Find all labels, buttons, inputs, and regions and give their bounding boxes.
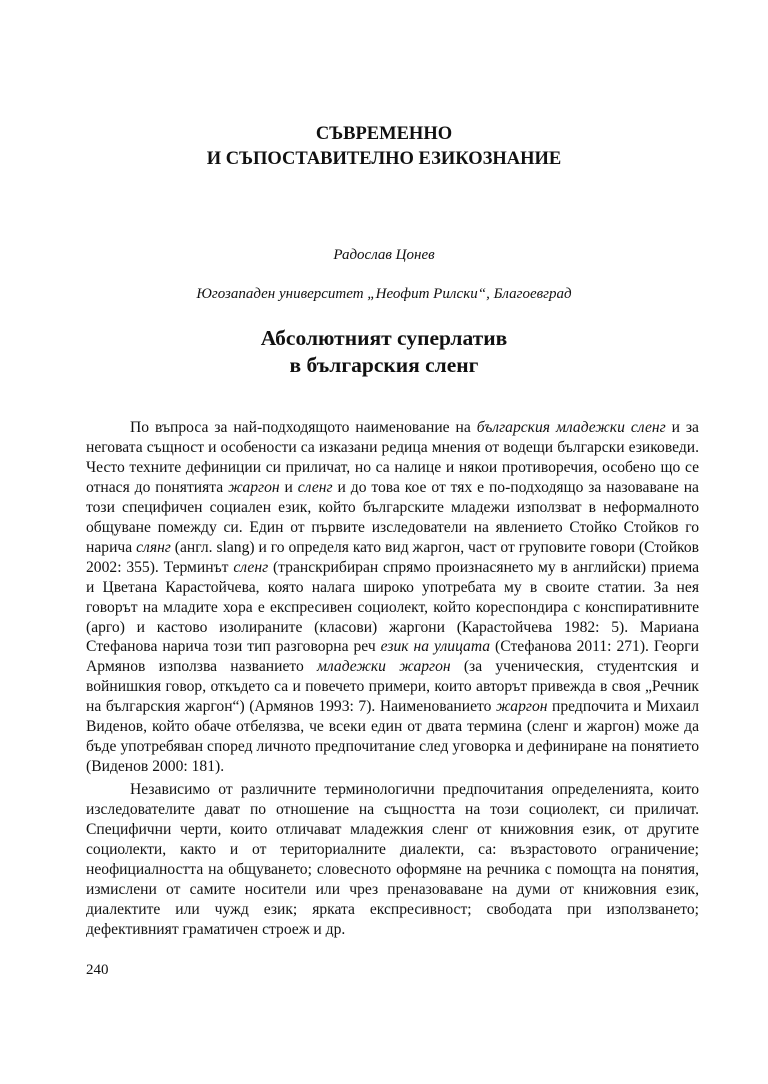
body-paragraph: [86, 418, 699, 777]
italic-term: българския младежки сленг: [476, 419, 666, 436]
paragraph-text: (Стефанова 2011: 271). Георги Армянов използва названието: [86, 638, 699, 676]
section-title-line-1: СЪВРЕМЕННО: [315, 124, 453, 144]
italic-term: език на улицата: [380, 638, 491, 656]
paragraph-text: (транскрибиран спрямо произнасянето му в английски) приема и Цветана Карастойчева, която налага широко употребата му в своите статии. За нея говорът на младите хора е експресивен социолект, който кореспондира с конспиративните (арго) и кастово изолираните (класови) жаргони (Карастойчева 1982: 5). Мариана Стефанова нарича този тип разговорна реч: [86, 558, 700, 656]
paragraph-text: (англ. slang) и го определя като вид жаргон, част от груповите говори (Стойков 2002: 355). Терминът: [86, 538, 699, 576]
article-title-line-1: Абсолютният суперлатив: [260, 326, 508, 350]
section-title: [0, 122, 768, 172]
paragraph-text: Независимо от различните терминологични предпочитания определенията, които изследователите дават по отношение на същността на този социолект, си приличат. Специфични черти, които отличават младежкия сленг от книжовния език, от другите социолекти, както и от териториалните диалекти, са: възрастовото ограничение; неофициалността на общуването; словесното оформяне на речника с помощта на понятия, измислени от самите носители или чрез преназоваване на думи от книжовния език, диалектите или чужд език; ярката експресивност; свободата при използването; дефективният граматичен строеж и др.: [86, 781, 699, 938]
page-number: 240: [86, 962, 109, 978]
section-title-line-2: И СЪПОСТАВИТЕЛНО ЕЗИКОЗНАНИЕ: [206, 149, 562, 169]
article-body: [86, 418, 699, 940]
paragraph-text: и за неговата същност и особености са изказани редица мнения от водещи български езиковеди. Често техните дефиниции си приличат, но са налице и някои противоречия, особено що се отнася до понятията: [86, 419, 699, 496]
italic-term: жаргон: [228, 478, 280, 496]
paragraph-text: По въпроса за най-подходящото наименование на: [130, 419, 477, 436]
italic-term: слянг: [136, 538, 171, 556]
article-title: [0, 325, 768, 379]
body-paragraph: [86, 780, 699, 940]
paragraph-text: (за ученическия, студентския и войнишкия говор, откъдето са и повечето примери, които авторът привежда в своя „Речник на българския жаргон“) (Армянов 1993: 7). Наименованието: [86, 658, 699, 716]
italic-term: сленг: [297, 478, 333, 496]
paragraph-text: предпочита и Михаил Виденов, който обаче отбелязва, че всеки един от двата термина (сленг и жаргон) може да бъде употребяван според личното предпочитание след уговорка и дефиниране на понятието (Виденов 2000: 181).: [86, 698, 699, 776]
italic-term: жаргон: [495, 698, 548, 716]
author-affiliation: Югозападен университет „Неофит Рилски“, Благоевград: [196, 286, 572, 302]
paragraph-text: и до това кое от тях е по-подходящо за назоваване на този специфичен социален език, който българските младежи използват в неформалното общуване помежду си. Един от първите изследователи на явлението Стойко Стойков го нарича: [86, 478, 699, 556]
paragraph-text: и: [279, 478, 298, 496]
author-name: Радослав Цонев: [333, 247, 435, 263]
italic-term: сленг: [233, 558, 269, 576]
article-title-line-2: в българския сленг: [289, 353, 479, 377]
italic-term: младежки жаргон: [316, 658, 451, 676]
